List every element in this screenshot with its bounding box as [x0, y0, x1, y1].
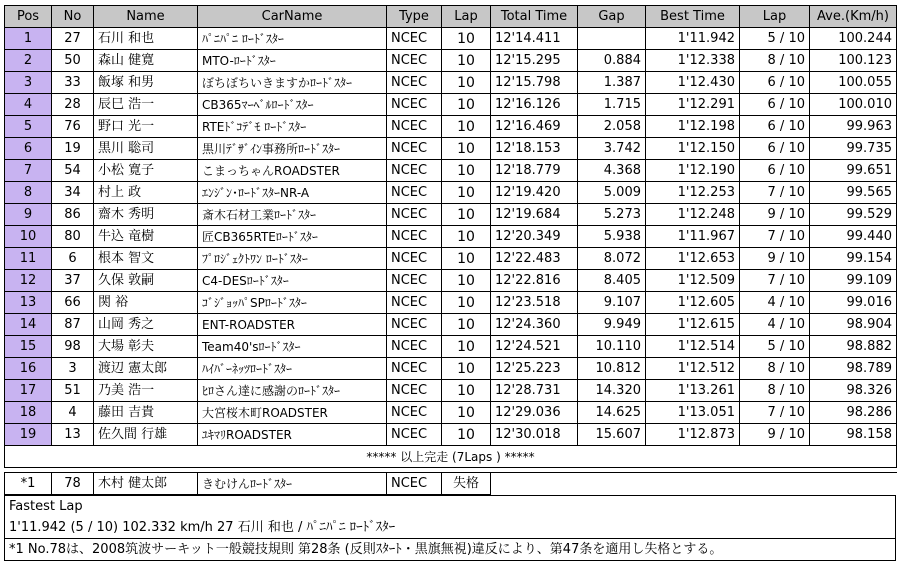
cell-average-speed: 99.016	[810, 292, 897, 314]
cell-total-time: 12'22.483	[491, 248, 578, 270]
cell-lap: 10	[442, 424, 491, 446]
cell-name: 森山 健寛	[94, 50, 198, 72]
table-row	[5, 336, 897, 358]
cell-lap: 10	[442, 182, 491, 204]
cell-car: CB365ﾏｰﾍﾞﾙﾛｰﾄﾞｽﾀｰ	[198, 94, 387, 116]
cell-name: 辰巳 浩一	[94, 94, 198, 116]
cell-car: 黒川ﾃﾞｻﾞｲﾝ事務所ﾛｰﾄﾞｽﾀｰ	[198, 138, 387, 160]
cell-type: NCEC	[387, 182, 442, 204]
fastest-lap-label: Fastest Lap	[5, 495, 895, 517]
table-row	[5, 72, 897, 94]
cell-pos: 18	[5, 402, 52, 424]
cell-name: 藤田 吉貴	[94, 402, 198, 424]
cell-best-lap: 8 / 10	[740, 380, 810, 402]
cell-car: C4-DESﾛｰﾄﾞｽﾀｰ	[198, 270, 387, 292]
cell-name: 齋木 秀明	[94, 204, 198, 226]
fastest-lap-value: 1'11.942 (5 / 10) 102.332 km/h 27 石川 和也 / ﾊﾟﾆﾊﾟﾆ ﾛｰﾄﾞｽﾀｰ	[9, 520, 396, 535]
cell-no: 80	[52, 226, 94, 248]
cell-best-lap: 5 / 10	[740, 28, 810, 50]
cell-name: 村上 政	[94, 182, 198, 204]
column-header: Lap	[442, 6, 491, 28]
cell-pos: 2	[5, 50, 52, 72]
table-row	[5, 28, 897, 50]
cell-average-speed: 99.735	[810, 138, 897, 160]
cell-car: こまっちゃんROADSTER	[198, 160, 387, 182]
cell-type: NCEC	[387, 380, 442, 402]
cell-name: 渡辺 憲太郎	[94, 358, 198, 380]
cell-gap: 14.320	[578, 380, 646, 402]
table-row	[5, 138, 897, 160]
cell-average-speed: 98.904	[810, 314, 897, 336]
cell-average-speed: 99.109	[810, 270, 897, 292]
cell-total-time: 12'23.518	[491, 292, 578, 314]
cell-best-time: 1'13.261	[646, 380, 740, 402]
cell-best-time: 1'12.512	[646, 358, 740, 380]
cell-gap: 0.884	[578, 50, 646, 72]
cell-pos: 1	[5, 28, 52, 50]
cell-pos: 6	[5, 138, 52, 160]
cell-lap: 10	[442, 314, 491, 336]
cell-car: ﾊﾟﾆﾊﾟﾆ ﾛｰﾄﾞｽﾀｰ	[198, 28, 387, 50]
cell-pos: 14	[5, 314, 52, 336]
cell-gap: 14.625	[578, 402, 646, 424]
cell-no: 27	[52, 28, 94, 50]
cell-best-lap: 6 / 10	[740, 138, 810, 160]
cell-type: NCEC	[387, 314, 442, 336]
cell-total-time: 12'16.469	[491, 116, 578, 138]
cell-lap: 10	[442, 72, 491, 94]
cell-lap: 10	[442, 402, 491, 424]
cell-best-time: 1'12.198	[646, 116, 740, 138]
cell-total-time: 12'29.036	[491, 402, 578, 424]
column-header: Ave.(Km/h)	[810, 6, 897, 28]
cell-best-time: 1'12.338	[646, 50, 740, 72]
cell-lap: 10	[442, 28, 491, 50]
cell-average-speed: 100.055	[810, 72, 897, 94]
table-row	[5, 358, 897, 380]
cell-lap: 10	[442, 336, 491, 358]
cell-pos: 5	[5, 116, 52, 138]
cell-no: 86	[52, 204, 94, 226]
cell-lap: 10	[442, 358, 491, 380]
table-row	[5, 50, 897, 72]
cell-best-time: 1'12.873	[646, 424, 740, 446]
table-row	[5, 292, 897, 314]
results-table	[4, 5, 897, 495]
cell-car: 大宮桜木町ROADSTER	[198, 402, 387, 424]
cell-no: 76	[52, 116, 94, 138]
cell-lap: 10	[442, 116, 491, 138]
results-sheet	[4, 5, 896, 561]
cell-best-lap: 6 / 10	[740, 72, 810, 94]
cell-name: 黒川 聡司	[94, 138, 198, 160]
cell-no: 87	[52, 314, 94, 336]
table-row	[5, 204, 897, 226]
column-header: Gap	[578, 6, 646, 28]
column-header: Name	[94, 6, 198, 28]
cell-best-lap: 4 / 10	[740, 314, 810, 336]
cell-average-speed: 99.963	[810, 116, 897, 138]
column-header: Pos	[5, 6, 52, 28]
footnote: *1 No.78は、2008筑波サーキット一般競技規則 第28条 (反則ｽﾀｰﾄ・黒旗無視)違反により、第47条を適用し失格とする。	[5, 538, 895, 560]
cell-best-lap: 9 / 10	[740, 204, 810, 226]
dq-name: 木村 健太郎	[94, 473, 198, 495]
cell-total-time: 12'25.223	[491, 358, 578, 380]
dq-row	[5, 473, 897, 495]
cell-name: 大場 彰夫	[94, 336, 198, 358]
cell-type: NCEC	[387, 226, 442, 248]
cell-gap: 4.368	[578, 160, 646, 182]
cell-lap: 10	[442, 248, 491, 270]
cell-no: 50	[52, 50, 94, 72]
cell-no: 3	[52, 358, 94, 380]
cell-type: NCEC	[387, 72, 442, 94]
table-row	[5, 402, 897, 424]
cell-name: 乃美 浩一	[94, 380, 198, 402]
notes-box	[4, 495, 896, 561]
cell-total-time: 12'24.521	[491, 336, 578, 358]
results-body	[5, 28, 897, 446]
cell-total-time: 12'16.126	[491, 94, 578, 116]
cell-gap	[578, 28, 646, 50]
cell-pos: 3	[5, 72, 52, 94]
column-header: No	[52, 6, 94, 28]
cell-type: NCEC	[387, 160, 442, 182]
cell-best-lap: 7 / 10	[740, 226, 810, 248]
cell-best-time: 1'12.514	[646, 336, 740, 358]
cell-type: NCEC	[387, 94, 442, 116]
table-row	[5, 94, 897, 116]
cell-name: 牛込 竜樹	[94, 226, 198, 248]
cell-type: NCEC	[387, 270, 442, 292]
table-row	[5, 314, 897, 336]
cell-no: 37	[52, 270, 94, 292]
cell-car: 斎木石材工業ﾛｰﾄﾞｽﾀｰ	[198, 204, 387, 226]
table-row	[5, 424, 897, 446]
cell-average-speed: 100.010	[810, 94, 897, 116]
cell-total-time: 12'20.349	[491, 226, 578, 248]
cell-total-time: 12'14.411	[491, 28, 578, 50]
cell-name: 野口 光一	[94, 116, 198, 138]
cell-pos: 13	[5, 292, 52, 314]
cell-best-time: 1'11.967	[646, 226, 740, 248]
cell-no: 98	[52, 336, 94, 358]
dq-no: 78	[52, 473, 94, 495]
cell-gap: 5.009	[578, 182, 646, 204]
cell-pos: 9	[5, 204, 52, 226]
cell-gap: 5.273	[578, 204, 646, 226]
cell-pos: 12	[5, 270, 52, 292]
cell-car: ﾊｲﾊﾞｰﾈｯﾂﾛｰﾄﾞｽﾀｰ	[198, 358, 387, 380]
cell-total-time: 12'19.420	[491, 182, 578, 204]
cell-average-speed: 99.651	[810, 160, 897, 182]
cell-car: ｴﾝｼﾞﾝ･ﾛｰﾄﾞｽﾀｰNR-A	[198, 182, 387, 204]
cell-best-time: 1'12.291	[646, 94, 740, 116]
cell-gap: 9.107	[578, 292, 646, 314]
cell-gap: 2.058	[578, 116, 646, 138]
cell-name: 久保 敦嗣	[94, 270, 198, 292]
cell-no: 28	[52, 94, 94, 116]
cell-pos: 19	[5, 424, 52, 446]
cell-total-time: 12'24.360	[491, 314, 578, 336]
cell-car: ﾌﾟﾛｼﾞｪｸﾄﾜﾝ ﾛｰﾄﾞｽﾀｰ	[198, 248, 387, 270]
cell-type: NCEC	[387, 336, 442, 358]
cell-gap: 15.607	[578, 424, 646, 446]
cell-type: NCEC	[387, 358, 442, 380]
cell-total-time: 12'15.798	[491, 72, 578, 94]
cell-type: NCEC	[387, 28, 442, 50]
finish-separator-row	[5, 446, 897, 468]
cell-no: 54	[52, 160, 94, 182]
cell-total-time: 12'15.295	[491, 50, 578, 72]
cell-name: 飯塚 和男	[94, 72, 198, 94]
table-row	[5, 380, 897, 402]
cell-pos: 17	[5, 380, 52, 402]
cell-best-time: 1'12.605	[646, 292, 740, 314]
cell-type: NCEC	[387, 402, 442, 424]
cell-lap: 10	[442, 50, 491, 72]
cell-car: 匠CB365RTEﾛｰﾄﾞｽﾀｰ	[198, 226, 387, 248]
dq-type: NCEC	[387, 473, 442, 495]
cell-name: 関 裕	[94, 292, 198, 314]
cell-type: NCEC	[387, 204, 442, 226]
cell-average-speed: 98.882	[810, 336, 897, 358]
cell-average-speed: 98.158	[810, 424, 897, 446]
cell-gap: 10.110	[578, 336, 646, 358]
cell-average-speed: 98.326	[810, 380, 897, 402]
cell-best-time: 1'12.653	[646, 248, 740, 270]
cell-type: NCEC	[387, 248, 442, 270]
table-row	[5, 160, 897, 182]
cell-best-lap: 8 / 10	[740, 50, 810, 72]
cell-average-speed: 100.123	[810, 50, 897, 72]
cell-best-lap: 6 / 10	[740, 160, 810, 182]
cell-type: NCEC	[387, 116, 442, 138]
finish-separator: ***** 以上完走 (7Laps ) *****	[5, 446, 897, 468]
cell-car: ENT-ROADSTER	[198, 314, 387, 336]
cell-best-time: 1'12.615	[646, 314, 740, 336]
cell-average-speed: 98.789	[810, 358, 897, 380]
cell-best-lap: 8 / 10	[740, 358, 810, 380]
cell-type: NCEC	[387, 138, 442, 160]
cell-lap: 10	[442, 292, 491, 314]
cell-car: ぼちぼちいきますかﾛｰﾄﾞｽﾀｰ	[198, 72, 387, 94]
cell-lap: 10	[442, 204, 491, 226]
cell-gap: 8.072	[578, 248, 646, 270]
cell-name: 石川 和也	[94, 28, 198, 50]
cell-gap: 10.812	[578, 358, 646, 380]
cell-best-lap: 4 / 10	[740, 292, 810, 314]
cell-type: NCEC	[387, 292, 442, 314]
cell-car: Team40'sﾛｰﾄﾞｽﾀｰ	[198, 336, 387, 358]
cell-car: MTO-ﾛｰﾄﾞｽﾀｰ	[198, 50, 387, 72]
dq-status: 失格	[442, 473, 491, 495]
cell-no: 19	[52, 138, 94, 160]
cell-best-time: 1'12.248	[646, 204, 740, 226]
table-row	[5, 226, 897, 248]
cell-name: 小松 寛子	[94, 160, 198, 182]
cell-gap: 9.949	[578, 314, 646, 336]
cell-gap: 3.742	[578, 138, 646, 160]
cell-total-time: 12'18.779	[491, 160, 578, 182]
cell-gap: 8.405	[578, 270, 646, 292]
dq-empty	[491, 473, 897, 495]
cell-lap: 10	[442, 94, 491, 116]
cell-pos: 11	[5, 248, 52, 270]
cell-average-speed: 99.565	[810, 182, 897, 204]
cell-best-time: 1'11.942	[646, 28, 740, 50]
table-row	[5, 248, 897, 270]
cell-lap: 10	[442, 270, 491, 292]
table-row	[5, 116, 897, 138]
cell-best-time: 1'12.150	[646, 138, 740, 160]
cell-average-speed: 99.529	[810, 204, 897, 226]
cell-name: 根本 智文	[94, 248, 198, 270]
cell-no: 33	[52, 72, 94, 94]
cell-total-time: 12'30.018	[491, 424, 578, 446]
column-header: Total Time	[491, 6, 578, 28]
cell-average-speed: 100.244	[810, 28, 897, 50]
cell-pos: 16	[5, 358, 52, 380]
cell-best-time: 1'13.051	[646, 402, 740, 424]
cell-no: 66	[52, 292, 94, 314]
cell-gap: 5.938	[578, 226, 646, 248]
cell-type: NCEC	[387, 424, 442, 446]
cell-average-speed: 99.154	[810, 248, 897, 270]
cell-best-lap: 6 / 10	[740, 116, 810, 138]
column-header: Lap	[740, 6, 810, 28]
cell-pos: 10	[5, 226, 52, 248]
cell-no: 6	[52, 248, 94, 270]
cell-best-lap: 7 / 10	[740, 270, 810, 292]
cell-gap: 1.715	[578, 94, 646, 116]
column-header: Type	[387, 6, 442, 28]
cell-name: 山岡 秀之	[94, 314, 198, 336]
cell-pos: 8	[5, 182, 52, 204]
cell-car: ｺﾞｼﾞｮｯﾊﾟSPﾛｰﾄﾞｽﾀｰ	[198, 292, 387, 314]
cell-best-time: 1'12.430	[646, 72, 740, 94]
cell-no: 13	[52, 424, 94, 446]
dq-car: きむけんﾛｰﾄﾞｽﾀｰ	[198, 473, 387, 495]
dq-pos: *1	[5, 473, 52, 495]
cell-best-time: 1'12.190	[646, 160, 740, 182]
cell-no: 34	[52, 182, 94, 204]
cell-total-time: 12'22.816	[491, 270, 578, 292]
cell-lap: 10	[442, 138, 491, 160]
cell-best-lap: 7 / 10	[740, 402, 810, 424]
cell-lap: 10	[442, 380, 491, 402]
table-row	[5, 182, 897, 204]
header-row	[5, 6, 897, 28]
cell-best-lap: 9 / 10	[740, 248, 810, 270]
cell-pos: 4	[5, 94, 52, 116]
table-row	[5, 270, 897, 292]
cell-best-lap: 7 / 10	[740, 182, 810, 204]
cell-type: NCEC	[387, 50, 442, 72]
cell-total-time: 12'19.684	[491, 204, 578, 226]
cell-lap: 10	[442, 226, 491, 248]
cell-best-lap: 5 / 10	[740, 336, 810, 358]
cell-car: RTEﾄﾞｺﾃﾞﾓ ﾛｰﾄﾞｽﾀｰ	[198, 116, 387, 138]
cell-total-time: 12'18.153	[491, 138, 578, 160]
column-header: CarName	[198, 6, 387, 28]
cell-car: ﾕｷﾏﾘROADSTER	[198, 424, 387, 446]
column-header: Best Time	[646, 6, 740, 28]
cell-average-speed: 98.286	[810, 402, 897, 424]
cell-best-lap: 9 / 10	[740, 424, 810, 446]
cell-average-speed: 99.440	[810, 226, 897, 248]
cell-lap: 10	[442, 160, 491, 182]
cell-best-time: 1'12.253	[646, 182, 740, 204]
cell-best-lap: 6 / 10	[740, 94, 810, 116]
cell-pos: 15	[5, 336, 52, 358]
cell-pos: 7	[5, 160, 52, 182]
cell-gap: 1.387	[578, 72, 646, 94]
cell-no: 51	[52, 380, 94, 402]
cell-best-time: 1'12.509	[646, 270, 740, 292]
cell-name: 佐久間 行雄	[94, 424, 198, 446]
cell-total-time: 12'28.731	[491, 380, 578, 402]
cell-car: ﾋﾛさん達に感謝のﾛｰﾄﾞｽﾀｰ	[198, 380, 387, 402]
cell-no: 4	[52, 402, 94, 424]
